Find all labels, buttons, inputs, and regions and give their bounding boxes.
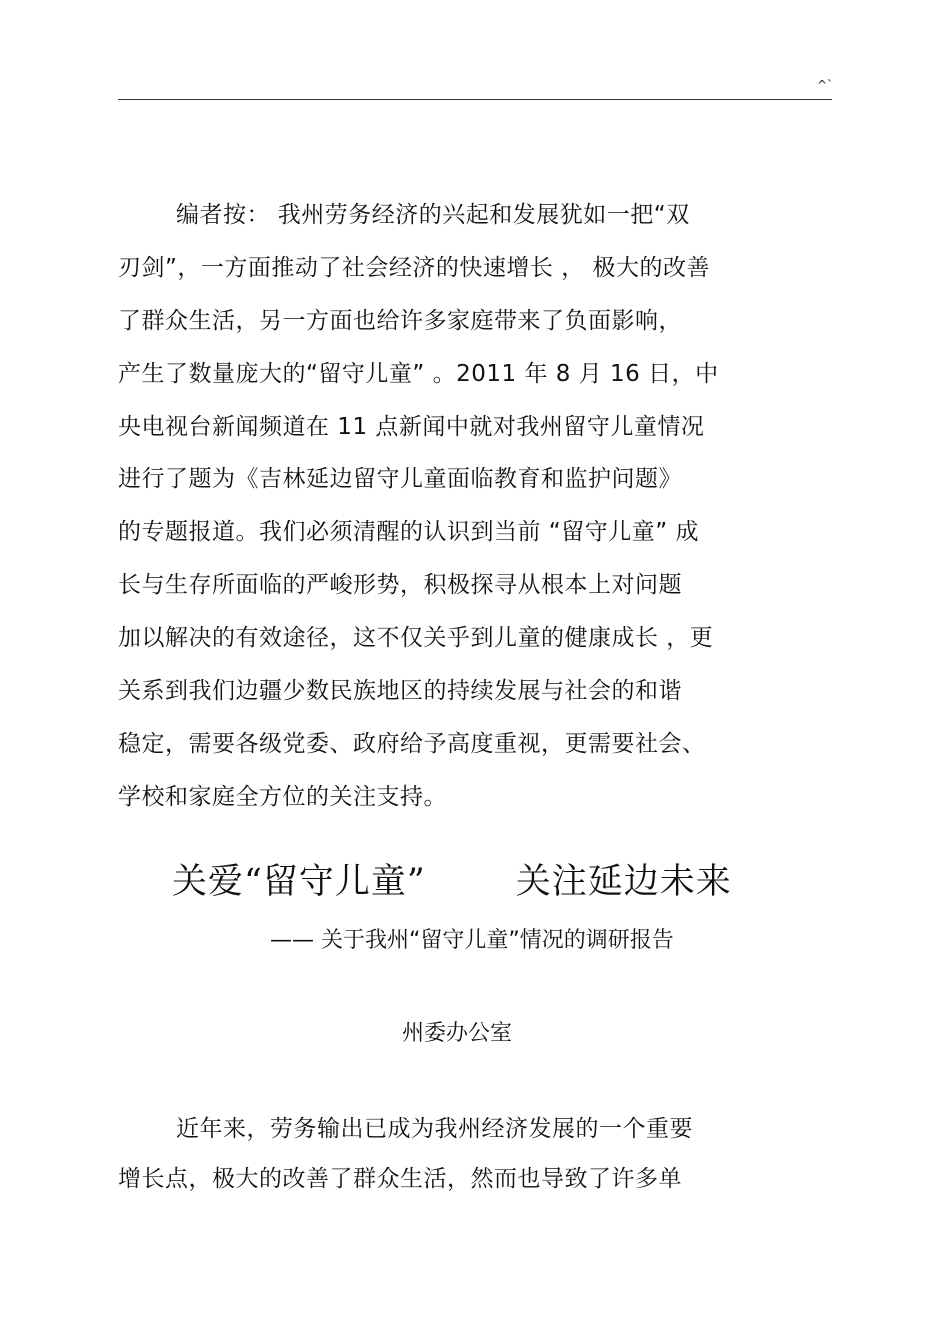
- editor-note-line: 产生了数量庞大的“留守儿童” 。2011 年 8 月 16 日，中: [118, 361, 719, 387]
- editor-note-line: 长与生存所面临的严峻形势，积极探寻从根本上对问题: [118, 572, 682, 598]
- body-line: 近年来，劳务输出已成为我州经济发展的一个重要: [176, 1116, 693, 1142]
- header-rule: [118, 99, 832, 100]
- editor-note-line: 加以解决的有效途径，这不仅关乎到儿童的健康成长 ，更: [118, 625, 714, 651]
- editor-note-line: 了群众生活，另一方面也给许多家庭带来了负面影响，: [118, 308, 682, 334]
- header-mark: ^`: [817, 78, 834, 92]
- editor-note-line: 进行了题为《吉林延边留守儿童面临教育和监护问题》: [118, 466, 682, 492]
- report-author: 州委办公室: [402, 1021, 513, 1046]
- editor-note-line: 编者按： 我州劳务经济的兴起和发展犹如一把“双: [176, 202, 690, 228]
- report-title: [172, 860, 732, 904]
- editor-note-line: 稳定，需要各级党委、政府给予高度重视，更需要社会、: [118, 731, 706, 757]
- editor-note-line: 关系到我们边疆少数民族地区的持续发展与社会的和谐: [118, 678, 682, 704]
- report-subtitle: —— 关于我州“留守儿童”情况的调研报告: [270, 928, 674, 953]
- editor-note-line: 学校和家庭全方位的关注支持。: [118, 784, 447, 810]
- body-line: 增长点，极大的改善了群众生活，然而也导致了许多单: [118, 1166, 682, 1192]
- editor-note-line: 央电视台新闻频道在 11 点新闻中就对我州留守儿童情况: [118, 414, 705, 440]
- report-title-part1: 关爱“留守儿童”: [172, 862, 426, 902]
- editor-note-line: 刃剑”，一方面推动了社会经济的快速增长 ， 极大的改善: [118, 255, 711, 281]
- report-title-part2: 关注延边未来: [515, 862, 732, 902]
- editor-note-line: 的专题报道。我们必须清醒的认识到当前 “留守儿童” 成: [118, 519, 699, 545]
